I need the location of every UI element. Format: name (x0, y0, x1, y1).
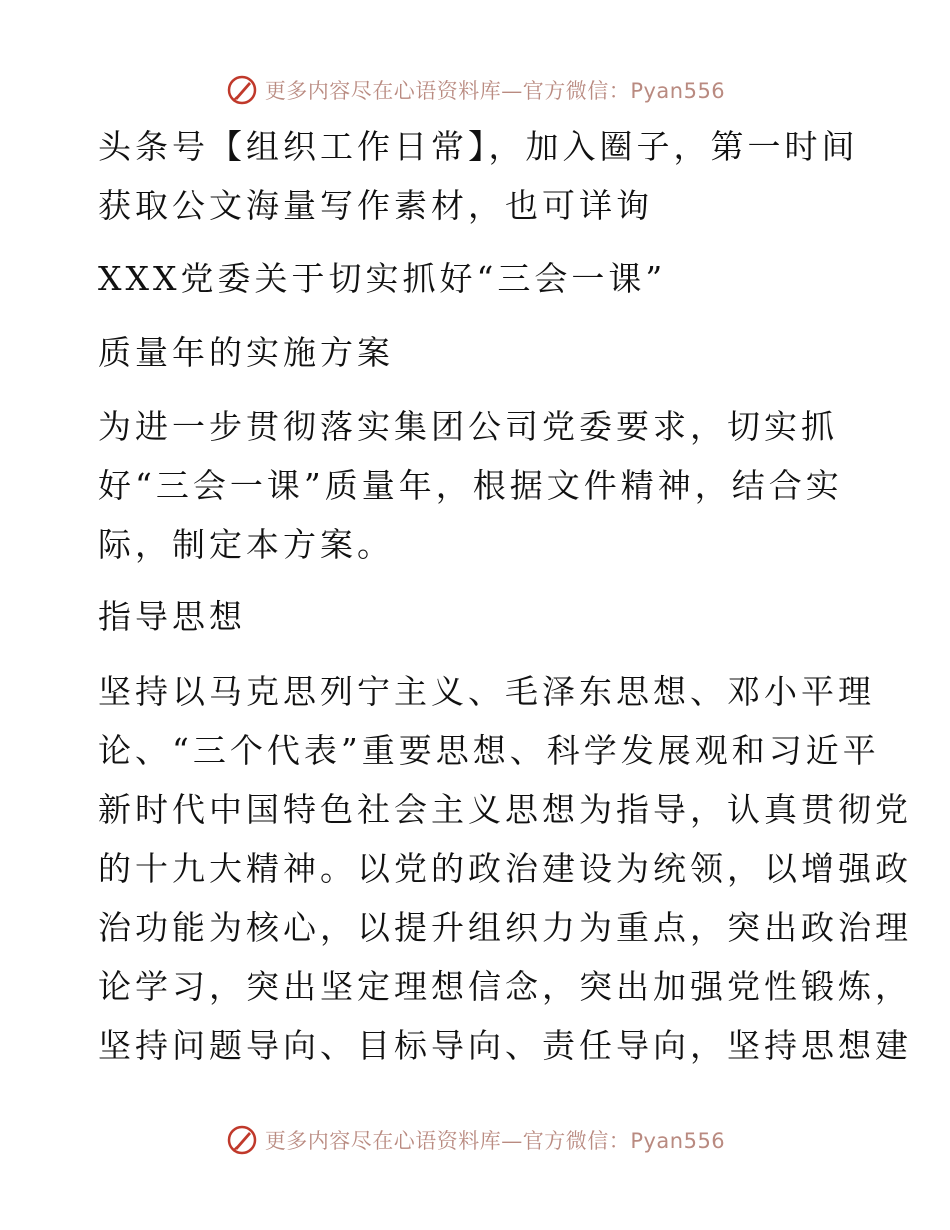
text-line: 治功能为核心，以提升组织力为重点，突出政治理 (98, 908, 912, 947)
text-line: 的十九大精神。以党的政治建设为统领，以增强政 (98, 849, 912, 888)
text-line: 坚持以马克思列宁主义、毛泽东思想、邓小平理 (98, 672, 875, 711)
text-line: 论、“三个代表”重要思想、科学发展观和习近平 (98, 731, 880, 770)
text-line: 坚持问题导向、目标导向、责任导向，坚持思想建 (98, 1026, 912, 1065)
watermark-account: Pyan556 (630, 1129, 726, 1153)
text-line: 为进一步贯彻落实集团公司党委要求，切实抓 (98, 407, 838, 446)
header-watermark (0, 70, 950, 110)
quill-logo-icon (225, 1123, 259, 1157)
watermark-text (265, 75, 725, 105)
section-heading: 指导思想 (98, 597, 246, 636)
text-line: 获取公文海量写作素材，也可详询 (98, 186, 653, 225)
watermark-text (265, 1125, 725, 1155)
footer-watermark (0, 1120, 950, 1160)
document-title-line-1: XXX党委关于切实抓好“三会一课” (98, 259, 667, 298)
text-line: 际，制定本方案。 (98, 525, 394, 564)
watermark-label: 更多内容尽在心语资料库—官方微信： (264, 79, 631, 103)
watermark-account: Pyan556 (630, 79, 726, 103)
text-line: 好“三会一课”质量年，根据文件精神，结合实 (98, 466, 843, 505)
text-line: 论学习，突出坚定理想信念，突出加强党性锻炼， (98, 967, 912, 1006)
text-line: 新时代中国特色社会主义思想为指导，认真贯彻党 (98, 790, 912, 829)
text-line: 头条号【组织工作日常】，加入圈子，第一时间 (98, 127, 859, 166)
document-title-line-2: 质量年的实施方案 (98, 333, 394, 372)
watermark-label: 更多内容尽在心语资料库—官方微信： (264, 1129, 631, 1153)
quill-logo-icon (225, 73, 259, 107)
